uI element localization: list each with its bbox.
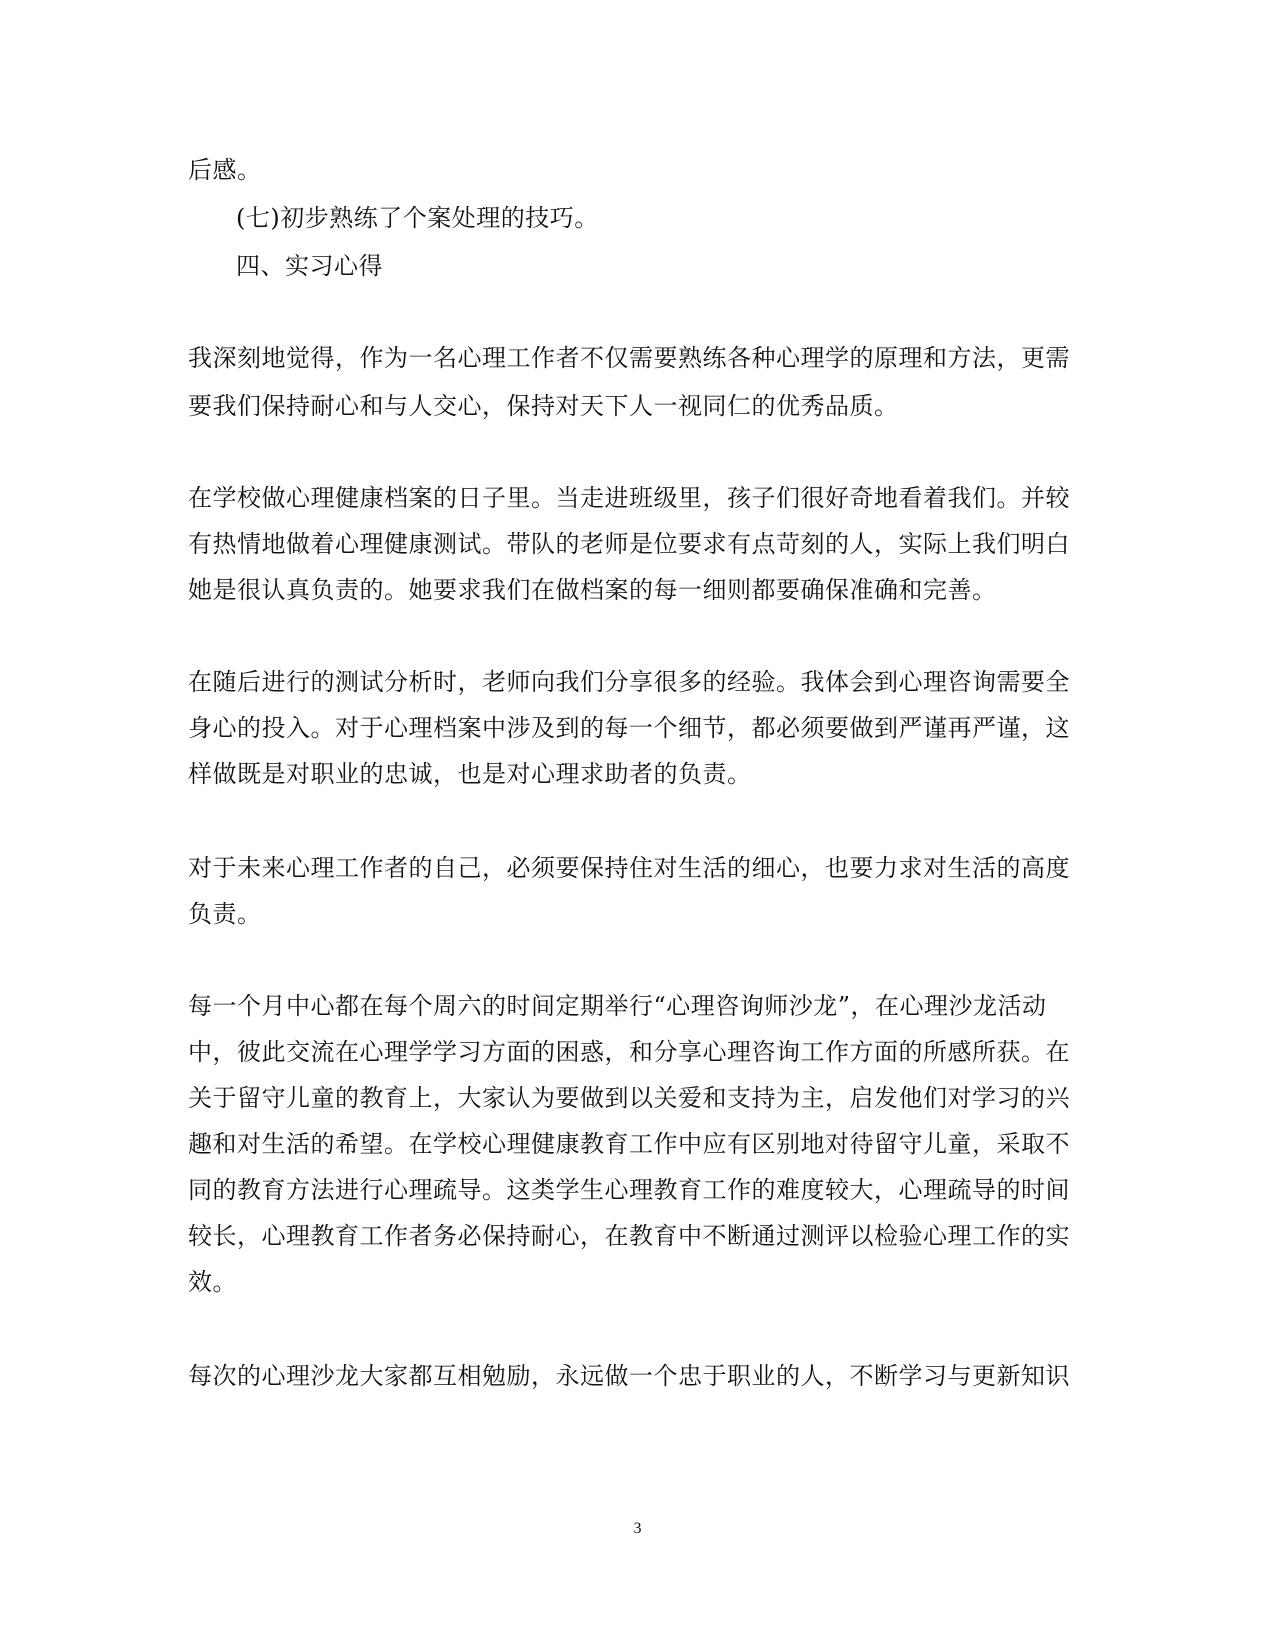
- body-text-line: 身心的投入。对于心理档案中涉及到的每一个细节，都必须要做到严谨再严谨，这: [188, 714, 1070, 742]
- section-heading: 四、实习心得: [236, 252, 383, 280]
- section-item: (七)初步熟练了个案处理的技巧。: [236, 204, 599, 232]
- body-text-line: 后感。: [188, 156, 262, 184]
- body-text-line: 要我们保持耐心和与人交心，保持对天下人一视同仁的优秀品质。: [188, 392, 899, 420]
- body-text-line: 有热情地做着心理健康测试。带队的老师是位要求有点苛刻的人，实际上我们明白: [188, 530, 1070, 558]
- page-number: 3: [633, 1520, 642, 1537]
- body-text-line: 同的教育方法进行心理疏导。这类学生心理教育工作的难度较大，心理疏导的时间: [188, 1176, 1070, 1204]
- body-text-line: 负责。: [188, 900, 262, 928]
- body-text-line: 效。: [188, 1268, 237, 1296]
- body-text-line: 在学校做心理健康档案的日子里。当走进班级里，孩子们很好奇地看着我们。并较: [188, 484, 1070, 512]
- body-text-line: 对于未来心理工作者的自己，必须要保持住对生活的细心，也要力求对生活的高度: [188, 854, 1070, 882]
- body-text-line: 较长，心理教育工作者务必保持耐心，在教育中不断通过测评以检验心理工作的实: [188, 1222, 1070, 1250]
- body-text-line: 关于留守儿童的教育上，大家认为要做到以关爱和支持为主，启发他们对学习的兴: [188, 1084, 1070, 1112]
- body-text-line: 每次的心理沙龙大家都互相勉励，永远做一个忠于职业的人，不断学习与更新知识: [188, 1362, 1070, 1390]
- body-text-line: 每一个月中心都在每个周六的时间定期举行“心理咨询师沙龙”，在心理沙龙活动: [188, 992, 1047, 1020]
- body-text-line: 她是很认真负责的。她要求我们在做档案的每一细则都要确保准确和完善。: [188, 576, 997, 604]
- body-text-line: 中，彼此交流在心理学学习方面的困惑，和分享心理咨询工作方面的所感所获。在: [188, 1038, 1070, 1066]
- body-text-line: 样做既是对职业的忠诚，也是对心理求助者的负责。: [188, 760, 752, 788]
- body-text-line: 在随后进行的测试分析时，老师向我们分享很多的经验。我体会到心理咨询需要全: [188, 668, 1070, 696]
- body-text-line: 我深刻地觉得，作为一名心理工作者不仅需要熟练各种心理学的原理和方法，更需: [188, 344, 1070, 372]
- body-text-line: 趣和对生活的希望。在学校心理健康教育工作中应有区别地对待留守儿童，采取不: [188, 1130, 1070, 1158]
